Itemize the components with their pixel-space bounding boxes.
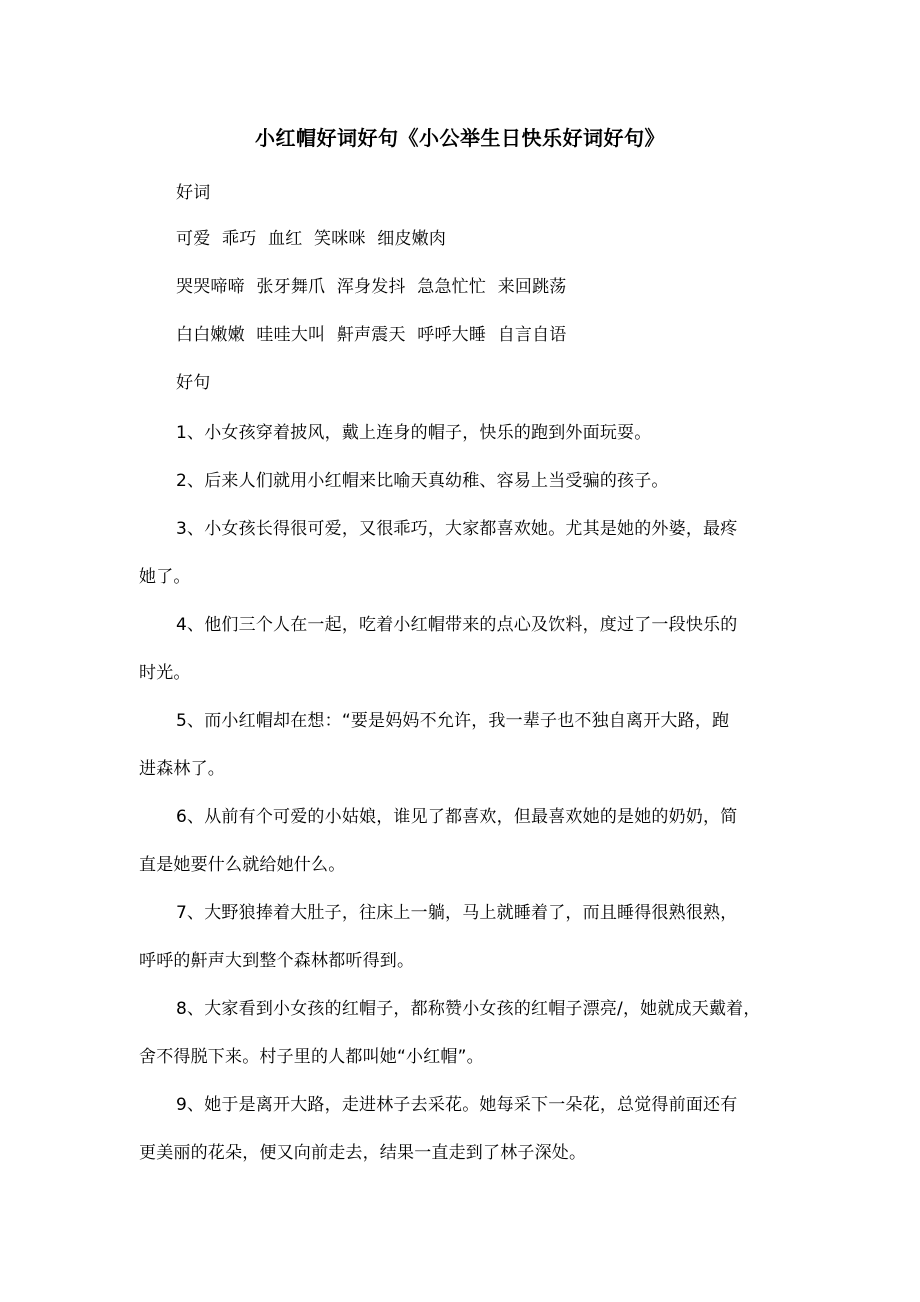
sentence-3-continued: 她了。: [139, 567, 191, 587]
sentence-5-continued: 进森林了。: [139, 759, 225, 779]
sentence-4: 4、他们三个人在一起，吃着小红帽带来的点心及饮料，度过了一段快乐的: [176, 615, 738, 635]
sentence-8-continued: 舍不得脱下来。村子里的人都叫她“小红帽”。: [139, 1047, 484, 1067]
sentence-9-continued: 更美丽的花朵，便又向前走去，结果一直走到了林子深处。: [139, 1143, 587, 1163]
good-words-heading: 好词: [176, 183, 211, 203]
word: 急急忙忙: [417, 277, 487, 297]
word: 来回跳荡: [497, 277, 567, 297]
word: 浑身发抖: [336, 277, 406, 297]
word: 可爱: [176, 229, 211, 249]
sentence-4-continued: 时光。: [139, 663, 191, 683]
sentence-2: 2、后来人们就用小红帽来比喻天真幼稚、容易上当受骗的孩子。: [176, 471, 669, 491]
sentence-1: 1、小女孩穿着披风，戴上连身的帽子，快乐的跑到外面玩耍。: [176, 423, 652, 443]
good-sentences-heading: 好句: [176, 373, 211, 393]
word: 呼呼大睡: [417, 325, 487, 345]
word: 乖巧: [222, 229, 257, 249]
word: 鼾声震天: [336, 325, 406, 345]
word: 笑咪咪: [314, 229, 366, 249]
word: 细皮嫩肉: [377, 229, 447, 249]
good-words-row-2: [176, 272, 573, 297]
word: 哭哭啼啼: [176, 277, 245, 297]
sentence-3: 3、小女孩长得很可爱，又很乖巧，大家都喜欢她。尤其是她的外婆，最疼: [176, 519, 738, 539]
word: 哇哇大叫: [256, 325, 326, 345]
word: 血红: [268, 229, 303, 249]
sentence-7: 7、大野狼捧着大肚子，往床上一躺，马上就睡着了，而且睡得很熟很熟，: [176, 903, 738, 923]
word: 白白嫩嫩: [176, 325, 245, 345]
good-words-row-3: [176, 320, 573, 345]
word: 张牙舞爪: [256, 277, 326, 297]
word: 自言自语: [497, 325, 567, 345]
sentence-6-continued: 直是她要什么就给她什么。: [139, 855, 346, 875]
sentence-6: 6、从前有个可爱的小姑娘，谁见了都喜欢，但最喜欢她的是她的奶奶，简: [176, 807, 738, 827]
sentence-5: 5、而小红帽却在想：“要是妈妈不允许，我一辈子也不独自离开大路，跑: [176, 711, 730, 731]
sentence-9: 9、她于是离开大路，走进林子去采花。她每采下一朵花，总觉得前面还有: [176, 1095, 738, 1115]
sentence-8: 8、大家看到小女孩的红帽子，都称赞小女孩的红帽子漂亮/，她就成天戴着，: [176, 999, 761, 1019]
sentence-7-continued: 呼呼的鼾声大到整个森林都听得到。: [139, 951, 415, 971]
good-words-row-1: [176, 224, 452, 249]
document-title: 小红帽好词好句《小公举生日快乐好词好句》: [255, 126, 665, 150]
